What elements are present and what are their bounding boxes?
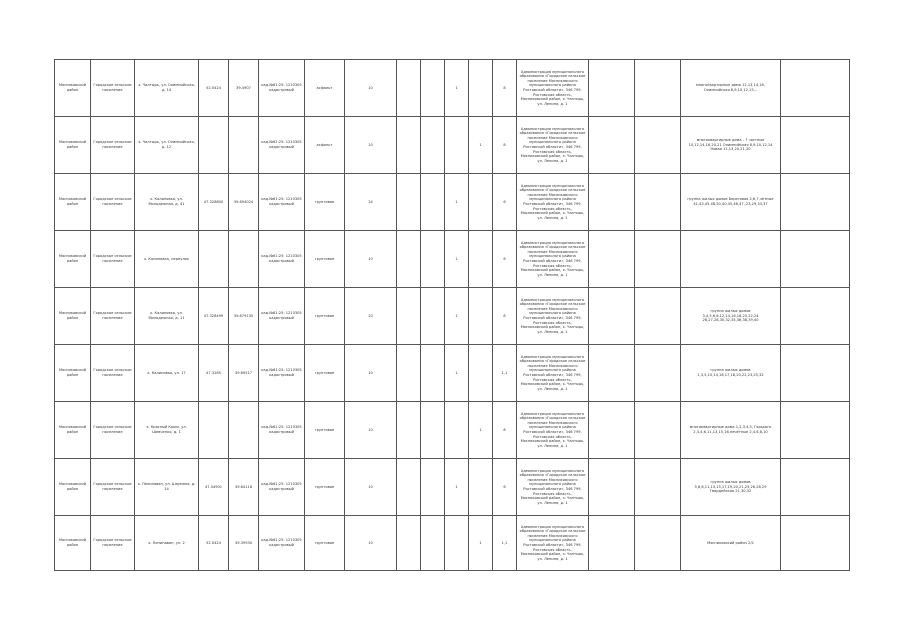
cell-cadastral: кад.№61:25: 1210305 кадастровый bbox=[259, 516, 305, 571]
cell-address: х. Красный Крым, ул. Шевченко, д. 1 bbox=[135, 402, 199, 459]
cell-c3: 1 bbox=[445, 288, 469, 345]
cell-c2 bbox=[421, 345, 445, 402]
cell-settlement: Городское сельское поселение bbox=[91, 117, 135, 174]
cell-surface: асфальт bbox=[305, 60, 345, 117]
cell-e1 bbox=[781, 60, 850, 117]
cell-district: Мясниковский район bbox=[55, 402, 91, 459]
cell-cadastral: кад.№61:25: 1210305 кадастровый bbox=[259, 345, 305, 402]
cell-address: х. Чалтырь, ул. Олимпийская, д. 14 bbox=[135, 60, 199, 117]
cell-area: 10 bbox=[345, 231, 397, 288]
cell-surface: грунтовое bbox=[305, 174, 345, 231]
cell-d2 bbox=[635, 231, 681, 288]
cell-c4 bbox=[469, 174, 493, 231]
cell-c4: 1 bbox=[469, 516, 493, 571]
cell-d2 bbox=[635, 117, 681, 174]
cell-c2 bbox=[421, 516, 445, 571]
cell-d1 bbox=[589, 288, 635, 345]
cell-lat: 47.328800 bbox=[199, 174, 229, 231]
cell-lon: 39.69517 bbox=[229, 345, 259, 402]
cell-sources: многоквартирные дома 12,13,14,16, Олимпийская 8,9,10,12,15,.. bbox=[681, 60, 781, 117]
cell-owner: Администрация муниципального образования «Городское сельское поселение Мясниковского муниципального района Ростовской области», 346 799, Ростовская область, Мясниковский район, х. Чалтырь, ул. Ленина, д. 1 bbox=[517, 516, 589, 571]
cell-c2 bbox=[421, 60, 445, 117]
cell-e1 bbox=[781, 117, 850, 174]
cell-cadastral: кад.№61:25: 1210305 кадастровый bbox=[259, 231, 305, 288]
cell-area: 20 bbox=[345, 288, 397, 345]
cell-settlement: Городское сельское поселение bbox=[91, 459, 135, 516]
cell-lon bbox=[229, 231, 259, 288]
cell-address: х. Калиновка, переулок bbox=[135, 231, 199, 288]
cell-c2 bbox=[421, 288, 445, 345]
cell-c5: 8 bbox=[493, 288, 517, 345]
cell-d1 bbox=[589, 117, 635, 174]
cell-c2 bbox=[421, 231, 445, 288]
cell-district: Мясниковский район bbox=[55, 174, 91, 231]
cell-address: х. Чалтырь, ул. Олимпийская, д. 12 bbox=[135, 117, 199, 174]
cell-settlement: Городское сельское поселение bbox=[91, 345, 135, 402]
cell-district: Мясниковский район bbox=[55, 231, 91, 288]
cell-c3 bbox=[445, 117, 469, 174]
cell-surface: грунтовое bbox=[305, 231, 345, 288]
cell-c3: 1 bbox=[445, 60, 469, 117]
cell-owner: Администрация муниципального образования «Городское сельское поселение Мясниковского муниципального района Ростовской области», 346 799, Ростовская область, Мясниковский район, х. Чалтырь, ул. Ленина, д. 1 bbox=[517, 231, 589, 288]
cell-c5: 6 bbox=[493, 174, 517, 231]
cell-area: 24 bbox=[345, 174, 397, 231]
cell-settlement: Городское сельское поселение bbox=[91, 174, 135, 231]
cell-c1 bbox=[397, 345, 421, 402]
cell-e1 bbox=[781, 516, 850, 571]
cell-d2 bbox=[635, 60, 681, 117]
cell-settlement: Городское сельское поселение bbox=[91, 60, 135, 117]
cell-d2 bbox=[635, 174, 681, 231]
cell-settlement: Городское сельское поселение bbox=[91, 402, 135, 459]
cell-lat: 47.34901 bbox=[199, 459, 229, 516]
cell-lat bbox=[199, 231, 229, 288]
cell-surface: асфальт bbox=[305, 117, 345, 174]
cell-d1 bbox=[589, 516, 635, 571]
cell-lon: 39.679135 bbox=[229, 288, 259, 345]
cell-district: Мясниковский район bbox=[55, 516, 91, 571]
cell-c5: 1,1 bbox=[493, 345, 517, 402]
cell-e1 bbox=[781, 231, 850, 288]
cell-surface: грунтовое bbox=[305, 288, 345, 345]
cell-lon: 39.64118 bbox=[229, 459, 259, 516]
cell-d2 bbox=[635, 516, 681, 571]
cell-surface: грунтовое bbox=[305, 459, 345, 516]
cell-d1 bbox=[589, 459, 635, 516]
cell-settlement: Городское сельское поселение bbox=[91, 516, 135, 571]
cell-d2 bbox=[635, 345, 681, 402]
cell-surface: грунтовое bbox=[305, 402, 345, 459]
cell-c1 bbox=[397, 174, 421, 231]
cell-c3 bbox=[445, 516, 469, 571]
table-row bbox=[55, 174, 850, 231]
table-row bbox=[55, 345, 850, 402]
cell-e1 bbox=[781, 174, 850, 231]
cell-owner: Администрация муниципального образования «Городское сельское поселение Мясниковского муниципального района Ростовской области», 346 799, Ростовская область, Мясниковский район, х. Чалтырь, ул. Ленина, д. 1 bbox=[517, 288, 589, 345]
cell-district: Мясниковский район bbox=[55, 288, 91, 345]
cell-c1 bbox=[397, 231, 421, 288]
cell-settlement: Городское сельское поселение bbox=[91, 231, 135, 288]
table-row bbox=[55, 516, 850, 571]
table-row bbox=[55, 117, 850, 174]
cell-address: х. Калиновка, ул. Молодежная, д. 41 bbox=[135, 174, 199, 231]
cell-d2 bbox=[635, 288, 681, 345]
cell-sources: группа жилых домов 5,6,8,11,13,15,17,19,20,21,25,26,28,29 Гвардейская 21,30,32 bbox=[681, 459, 781, 516]
cell-sources: многоквартирные дома - 7 частные 10,12,14,16,20,21 Олимпийская 8,9,10,12,14 Новая 11,13,20,21,30 bbox=[681, 117, 781, 174]
cell-lon bbox=[229, 402, 259, 459]
cell-c5: 8 bbox=[493, 117, 517, 174]
cell-district: Мясниковский район bbox=[55, 60, 91, 117]
cell-cadastral: кад.№61:25: 1210305 кадастровый bbox=[259, 288, 305, 345]
cell-d2 bbox=[635, 402, 681, 459]
cell-c4 bbox=[469, 345, 493, 402]
cell-lat: 52.0424 bbox=[199, 516, 229, 571]
cell-cadastral: кад.№61:25: 1210305 кадастровый bbox=[259, 60, 305, 117]
cell-c3: 1 bbox=[445, 174, 469, 231]
cell-area: 10 bbox=[345, 60, 397, 117]
cell-cadastral: кад.№61:25: 1210305 кадастровый bbox=[259, 402, 305, 459]
cell-c1 bbox=[397, 459, 421, 516]
cell-owner: Администрация муниципального образования «Городское сельское поселение Мясниковского муниципального района Ростовской области», 346 799, Ростовская область, Мясниковский район, х. Чалтырь, ул. Ленина, д. 1 bbox=[517, 117, 589, 174]
cell-lon bbox=[229, 117, 259, 174]
cell-owner: Администрация муниципального образования «Городское сельское поселение Мясниковского муниципального района Ростовской области», 346 799, Ростовская область, Мясниковский район, х. Чалтырь, ул. Ленина, д. 1 bbox=[517, 345, 589, 402]
cell-settlement: Городское сельское поселение bbox=[91, 288, 135, 345]
cell-district: Мясниковский район bbox=[55, 345, 91, 402]
cell-c4 bbox=[469, 60, 493, 117]
cell-c1 bbox=[397, 117, 421, 174]
cell-cadastral: кад.№61:25: 1210305 кадастровый bbox=[259, 174, 305, 231]
table-row bbox=[55, 402, 850, 459]
cell-owner: Администрация муниципального образования «Городское сельское поселение Мясниковского муниципального района Ростовской области», 346 799, Ростовская область, Мясниковский район, х. Чалтырь, ул. Ленина, д. 1 bbox=[517, 60, 589, 117]
cell-owner: Администрация муниципального образования «Городское сельское поселение Мясниковского муниципального района Ростовской области», 346 799, Ростовская область, Мясниковский район, х. Чалтырь, ул. Ленина, д. 1 bbox=[517, 402, 589, 459]
table-row bbox=[55, 288, 850, 345]
cell-district: Мясниковский район bbox=[55, 459, 91, 516]
cell-c4 bbox=[469, 288, 493, 345]
cell-sources: группа жилых домов 3,4,5,6,8,12,14,16,18,20,22,24 26,27,28,30,32,34,36,38,39,40 bbox=[681, 288, 781, 345]
cell-address: х. Ленинаван, ул. Шаумяна, д. 14 bbox=[135, 459, 199, 516]
cell-lat bbox=[199, 402, 229, 459]
cell-c2 bbox=[421, 459, 445, 516]
cell-owner: Администрация муниципального образования «Городское сельское поселение Мясниковского муниципального района Ростовской области», 346 799, Ростовская область, Мясниковский район, х. Чалтырь, ул. Ленина, д. 1 bbox=[517, 459, 589, 516]
cell-lat: 47.3285 bbox=[199, 345, 229, 402]
cell-c4 bbox=[469, 231, 493, 288]
cell-d2 bbox=[635, 459, 681, 516]
cell-address: х. Калиновка, ул. Молодежная, д. 11 bbox=[135, 288, 199, 345]
cell-lat: 47.328499 bbox=[199, 288, 229, 345]
cell-lon: 39.4907 bbox=[229, 60, 259, 117]
cell-area: 10 bbox=[345, 117, 397, 174]
cell-sources: группа жилых домов Береговая 2,6,7,чётные 41,43,45,48,50,40,45,46,47,,23,29,33,37 bbox=[681, 174, 781, 231]
cell-d1 bbox=[589, 402, 635, 459]
cell-c2 bbox=[421, 402, 445, 459]
cell-area: 10 bbox=[345, 402, 397, 459]
cell-c4: 1 bbox=[469, 117, 493, 174]
cell-lat: 52.0424 bbox=[199, 60, 229, 117]
cell-surface: грунтовое bbox=[305, 345, 345, 402]
cell-c5: 6 bbox=[493, 459, 517, 516]
cell-lat bbox=[199, 117, 229, 174]
cell-d1 bbox=[589, 345, 635, 402]
cell-c5: 8 bbox=[493, 60, 517, 117]
cell-sources: группа жилых домов 1,3,5,10,14,16,17,18,20,22,23,25,32 bbox=[681, 345, 781, 402]
cell-c5: 8 bbox=[493, 402, 517, 459]
table-row bbox=[55, 459, 850, 516]
cell-address: х. Ленинаван, ул. 2 bbox=[135, 516, 199, 571]
cell-d1 bbox=[589, 231, 635, 288]
cell-d1 bbox=[589, 174, 635, 231]
cell-sources: Мясниковский район 2/2 bbox=[681, 516, 781, 571]
cell-e1 bbox=[781, 459, 850, 516]
cell-cadastral: кад.№61:25: 1210305 кадастровый bbox=[259, 459, 305, 516]
cell-e1 bbox=[781, 345, 850, 402]
cell-district: Мясниковский район bbox=[55, 117, 91, 174]
cell-sources: многоквартирные дома 1,2,3,4,5, Горького 2,3,4,6,11,13,15,16,нечётные 2,4,6,8,10 bbox=[681, 402, 781, 459]
cell-area: 10 bbox=[345, 345, 397, 402]
cell-cadastral: кад.№61:25: 1210305 кадастровый bbox=[259, 117, 305, 174]
cell-c4: 1 bbox=[469, 402, 493, 459]
cell-e1 bbox=[781, 288, 850, 345]
cell-lon: 39.694024 bbox=[229, 174, 259, 231]
cell-owner: Администрация муниципального образования «Городское сельское поселение Мясниковского муниципального района Ростовской области», 346 799, Ростовская область, Мясниковский район, х. Чалтырь, ул. Ленина, д. 1 bbox=[517, 174, 589, 231]
cell-c1 bbox=[397, 402, 421, 459]
cell-sources bbox=[681, 231, 781, 288]
cell-lon: 39.39930 bbox=[229, 516, 259, 571]
cell-c3: 1 bbox=[445, 345, 469, 402]
cell-c1 bbox=[397, 60, 421, 117]
table-row bbox=[55, 231, 850, 288]
cell-c2 bbox=[421, 117, 445, 174]
cell-address: х. Калиновка, ул. 17 bbox=[135, 345, 199, 402]
cell-area: 10 bbox=[345, 516, 397, 571]
cell-surface: грунтовое bbox=[305, 516, 345, 571]
cell-d1 bbox=[589, 60, 635, 117]
cell-e1 bbox=[781, 402, 850, 459]
table-row bbox=[55, 60, 850, 117]
cell-c5: 6 bbox=[493, 231, 517, 288]
cell-c1 bbox=[397, 288, 421, 345]
cell-c3 bbox=[445, 402, 469, 459]
container-site-register-table bbox=[54, 59, 850, 571]
cell-c4 bbox=[469, 459, 493, 516]
cell-area: 10 bbox=[345, 459, 397, 516]
cell-c3: 1 bbox=[445, 231, 469, 288]
cell-c3: 1 bbox=[445, 459, 469, 516]
cell-c2 bbox=[421, 174, 445, 231]
cell-c5: 1,1 bbox=[493, 516, 517, 571]
cell-c1 bbox=[397, 516, 421, 571]
